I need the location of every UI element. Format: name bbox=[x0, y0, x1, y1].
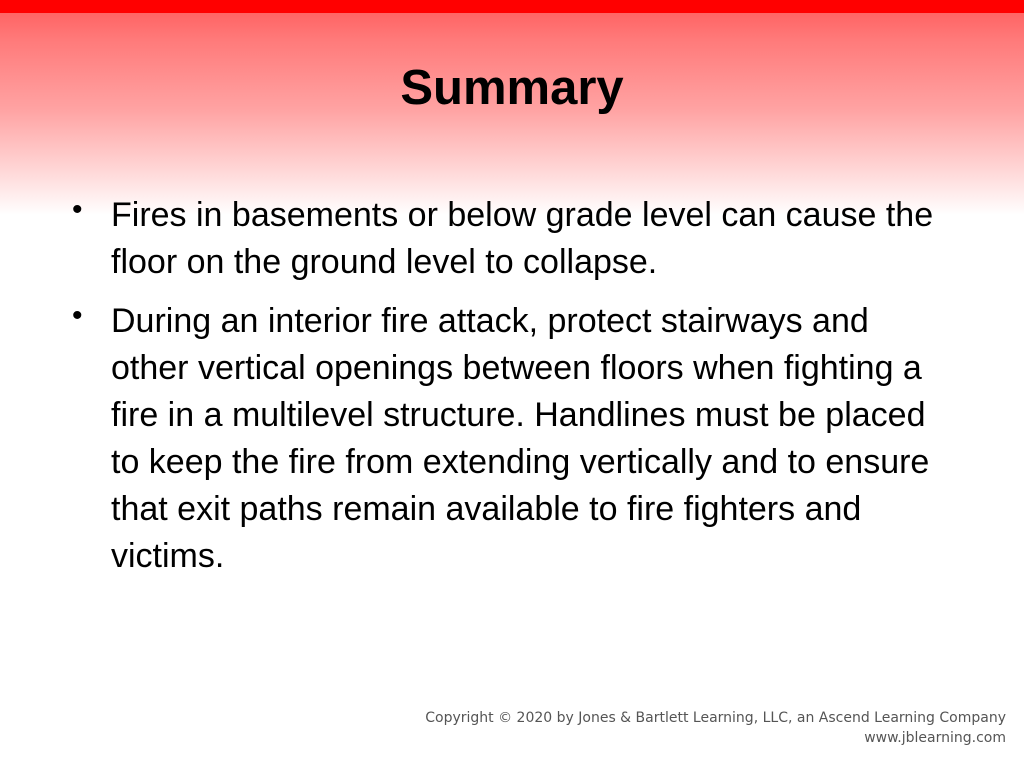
bullet-text: During an interior fire attack, protect stairways and other vertical openings between floors when fighting a fire in a multilevel structure. Handlines must be placed to keep the fire from extending vertically and to ensure that exit paths remain available to fire fighters and victims. bbox=[111, 302, 930, 575]
bullet-item bbox=[72, 192, 952, 286]
slide-title: Summary bbox=[400, 61, 624, 115]
top-accent-bar bbox=[0, 0, 1024, 13]
copyright-text: Copyright © 2020 by Jones & Bartlett Learning, LLC, an Ascend Learning Company bbox=[425, 710, 1006, 726]
copyright-footer bbox=[425, 708, 1006, 748]
bullet-icon: • bbox=[72, 193, 83, 226]
bullet-list bbox=[72, 192, 952, 592]
bullet-text: Fires in basements or below grade level can cause the floor on the ground level to collapse. bbox=[111, 196, 934, 281]
bullet-icon: • bbox=[72, 299, 83, 332]
bullet-item bbox=[72, 298, 952, 580]
website-link[interactable]: www.jblearning.com bbox=[864, 730, 1006, 746]
